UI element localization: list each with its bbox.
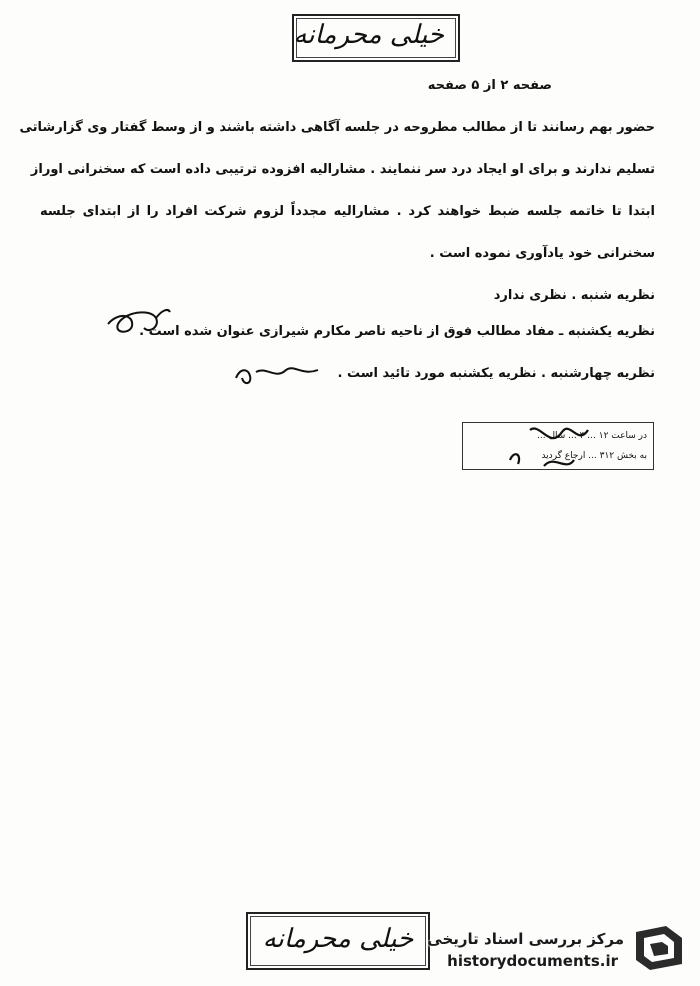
opinion-saturday: نظریه شنبه . نظری ندارد [493,288,655,303]
document-body [19,118,655,406]
signature-scribble-1 [104,304,174,344]
body-line: حضور بهم رسانند تا از مطالب مطروحه در جلسه آگاهی داشته باشند و از وسط گفتار وی گزارشاتی [19,120,655,135]
classification-stamp-bottom-text: خیلی محرمانه [262,924,414,954]
registration-stamp-line-2: به بخش ۳۱۲ ... ارجاع گردید [541,451,647,461]
page-number: صفحه ۲ از ۵ صفحه [427,78,552,93]
opinion-sunday: نظریه یکشنبه ـ مفاد مطالب فوق از ناحیه ناصر مکارم شیرازی عنوان شده است . [139,324,655,339]
registration-stamp-line-1: در ساعت ۱۲ ... ۳ ... سال ... [537,431,647,441]
opinion-wednesday: نظریه چهارشنبه . نظریه یکشنبه مورد تائید است . [337,366,655,381]
archive-logo-icon [630,924,686,972]
body-line: ابتدا تا خاتمه جلسه ضبط خواهند کرد . مشارالیه مجدداً لزوم شرکت افراد را از ابتدای جلسه [40,204,655,219]
archive-url: historydocuments.ir [447,952,618,970]
registration-stamp [462,422,654,470]
classification-stamp-top-text: خیلی محرمانه [293,20,444,50]
signature-scribble-2 [232,360,322,390]
classification-stamp-top [292,14,460,62]
archive-org-name: مرکز بررسی اسناد تاریخی [427,930,624,948]
body-line: سخنرانی خود یادآوری نموده است . [429,246,655,261]
classification-stamp-bottom [246,912,430,970]
body-line: تسلیم ندارند و برای او ایجاد درد سر ننمایند . مشارالیه افزوده ترتیبی داده است که سخنرانی اوراز [30,162,655,177]
